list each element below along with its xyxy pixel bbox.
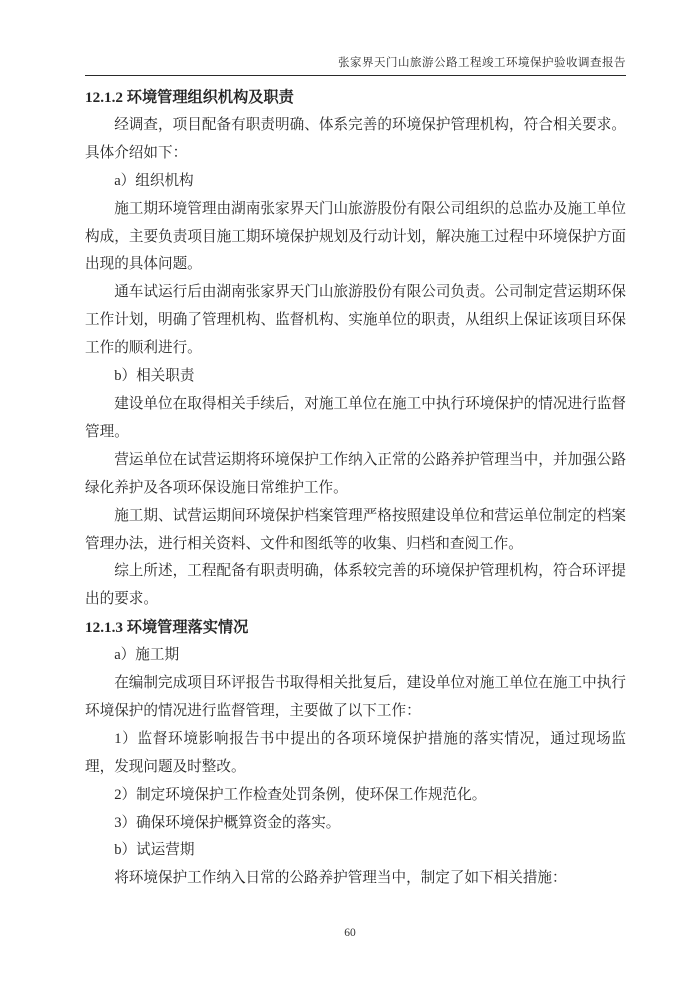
paragraph: 施工期环境管理由湖南张家界天门山旅游股份有限公司组织的总监办及施工单位构成，主要负责项目施工期环境保护规划及行动计划，解决施工过程中环境保护方面出现的具体问题。 [85,200,626,273]
header-running-title: 张家界天门山旅游公路工程竣工环境保护验收调查报告 [338,57,626,69]
paragraph: 经调查，项目配备有职责明确、体系完善的环境保护管理机构，符合相关要求。具体介绍如下： [85,116,626,161]
section-heading: 12.1.3 环境管理落实情况 [85,619,249,637]
paragraph: 综上所述，工程配备有职责明确，体系较完善的环境保护管理机构，符合环评提出的要求。 [85,563,626,608]
paragraph: 2）制定环境保护工作检查处罚条例，使环保工作规范化。 [114,786,487,803]
document-content [85,84,626,893]
paragraph: 将环境保护工作纳入日常的公路养护管理当中，制定了如下相关措施： [114,870,567,887]
paragraph: a）施工期 [114,647,180,664]
paragraph: 3）确保环境保护概算资金的落实。 [114,814,341,831]
page-header [85,56,626,76]
paragraph: a）组织机构 [114,172,194,189]
paragraph: 在编制完成项目环评报告书取得相关批复后，建设单位对施工单位在施工中执行环境保护的情况进行监督管理，主要做了以下工作： [85,675,626,719]
page-footer [0,925,700,941]
paragraph: b）相关职责 [114,368,195,385]
page-number: 60 [344,927,356,939]
paragraph: b）试运营期 [114,842,195,859]
paragraph: 1）监督环境影响报告书中提出的各项环境保护措施的落实情况，通过现场监理，发现问题及时整改。 [85,730,626,775]
paragraph: 建设单位在取得相关手续后，对施工单位在施工中执行环境保护的情况进行监督管理。 [85,395,626,440]
section-heading: 12.1.2 环境管理组织机构及职责 [85,89,294,106]
paragraph: 通车试运行后由湖南张家界天门山旅游股份有限公司负责。公司制定营运期环保工作计划，明确了管理机构、监督机构、实施单位的职责，从组织上保证该项目环保工作的顺利进行。 [85,284,626,357]
paragraph: 施工期、试营运期间环境保护档案管理严格按照建设单位和营运单位制定的档案管理办法，进行相关资料、文件和图纸等的收集、归档和查阅工作。 [85,507,626,552]
paragraph: 营运单位在试营运期将环境保护工作纳入正常的公路养护管理当中，并加强公路绿化养护及各项环保设施日常维护工作。 [85,451,626,496]
